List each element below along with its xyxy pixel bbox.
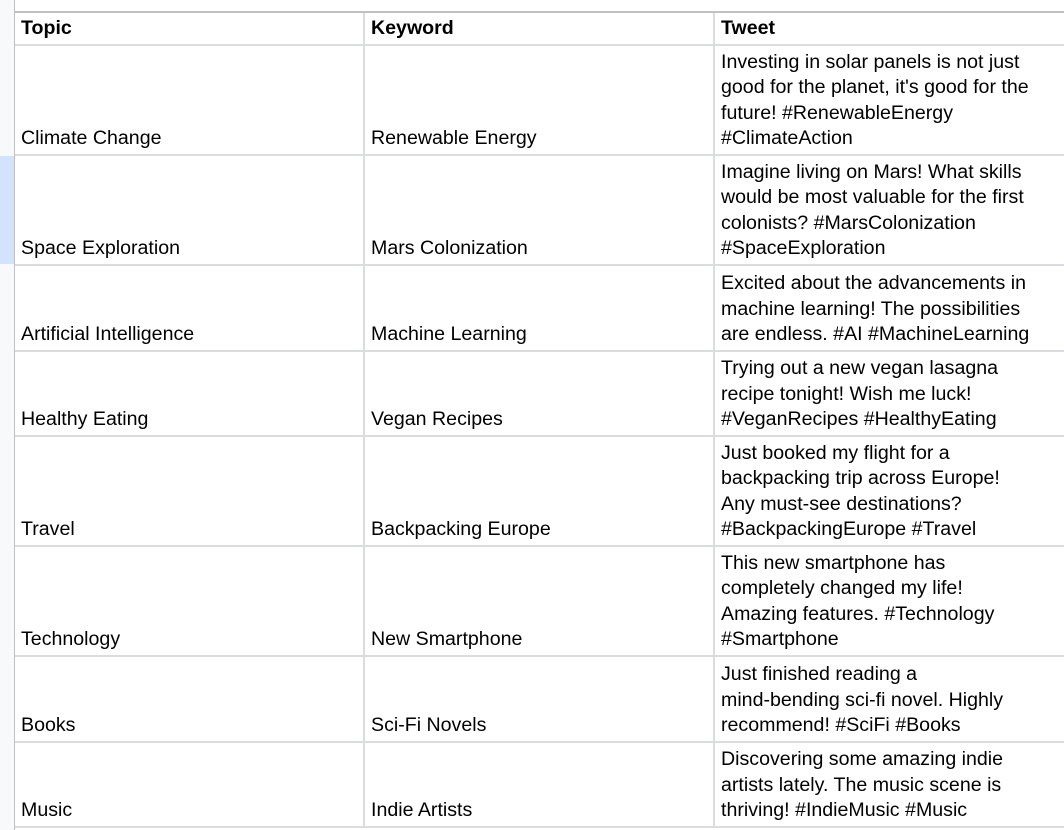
keyword-text: Sci-Fi Novels — [371, 714, 487, 737]
row-header-gutter[interactable] — [0, 0, 15, 830]
topic-text: Climate Change — [21, 127, 162, 150]
keyword-cell[interactable] — [365, 46, 715, 154]
topic-cell[interactable] — [15, 352, 365, 435]
header-tweet-label: Tweet — [721, 16, 776, 39]
topic-cell[interactable] — [15, 156, 365, 264]
keyword-text: Backpacking Europe — [371, 518, 551, 541]
table-row — [15, 743, 1064, 828]
keyword-text: Vegan Recipes — [371, 408, 503, 431]
keyword-cell[interactable] — [365, 266, 715, 350]
table-row — [15, 657, 1064, 743]
keyword-cell[interactable] — [365, 437, 715, 545]
topic-cell[interactable] — [15, 266, 365, 350]
header-keyword-label: Keyword — [371, 16, 454, 39]
header-topic-label: Topic — [21, 16, 72, 39]
keyword-cell[interactable] — [365, 547, 715, 655]
tweet-cell[interactable] — [715, 743, 1064, 826]
data-table — [15, 11, 1064, 828]
tweet-cell[interactable] — [715, 352, 1064, 435]
tweet-cell[interactable] — [715, 46, 1064, 154]
keyword-text: Indie Artists — [371, 799, 473, 822]
topic-text: Technology — [21, 628, 121, 651]
table-row — [15, 266, 1064, 352]
tweet-cell[interactable] — [715, 547, 1064, 655]
keyword-cell[interactable] — [365, 657, 715, 741]
tweet-text: Investing in solar panels is not just good for the planet, it's good for the future! #RenewableEnergy #ClimateAction — [721, 50, 1029, 150]
tweet-cell[interactable] — [715, 266, 1064, 350]
keyword-text: Renewable Energy — [371, 127, 537, 150]
tweet-cell[interactable] — [715, 657, 1064, 741]
table-row — [15, 352, 1064, 437]
tweet-text: Just booked my flight for a backpacking trip across Europe! Any must-see destinations? #BackpackingEurope #Travel — [721, 441, 1000, 541]
header-row — [15, 13, 1064, 46]
topic-text: Travel — [21, 518, 75, 541]
previous-row-sliver — [0, 0, 1064, 11]
topic-text: Artificial Intelligence — [21, 323, 195, 346]
tweet-text: This new smartphone has completely changed my life! Amazing features. #Technology #Smartphone — [721, 551, 995, 651]
topic-text: Healthy Eating — [21, 408, 149, 431]
topic-cell[interactable] — [15, 657, 365, 741]
tweet-text: Discovering some amazing indie artists lately. The music scene is thriving! #IndieMusic #Music — [721, 748, 1004, 822]
topic-cell[interactable] — [15, 46, 365, 154]
table-row — [15, 437, 1064, 547]
tweet-text: Imagine living on Mars! What skills would be most valuable for the first colonists? #MarsColonization #SpaceExploration — [721, 160, 1024, 260]
topic-cell[interactable] — [15, 547, 365, 655]
topic-text: Books — [21, 714, 76, 737]
keyword-text: Mars Colonization — [371, 237, 528, 260]
tweet-cell[interactable] — [715, 156, 1064, 264]
tweet-text: Trying out a new vegan lasagna recipe tonight! Wish me luck! #VeganRecipes #HealthyEating — [721, 357, 999, 431]
table-row — [15, 156, 1064, 266]
keyword-cell[interactable] — [365, 352, 715, 435]
topic-text: Space Exploration — [21, 237, 181, 260]
keyword-text: New Smartphone — [371, 628, 523, 651]
topic-cell[interactable] — [15, 743, 365, 826]
topic-cell[interactable] — [15, 437, 365, 545]
tweet-cell[interactable] — [715, 437, 1064, 545]
tweet-text: Excited about the advancements in machine learning! The possibilities are endless. #AI #MachineLearning — [721, 272, 1030, 346]
table-row — [15, 547, 1064, 657]
keyword-cell[interactable] — [365, 156, 715, 264]
keyword-cell[interactable] — [365, 743, 715, 826]
keyword-text: Machine Learning — [371, 323, 527, 346]
topic-text: Music — [21, 799, 73, 822]
header-cell-topic[interactable] — [15, 13, 365, 44]
tweet-text: Just finished reading a mind-bending sci-fi novel. Highly recommend! #SciFi #Books — [721, 663, 1004, 737]
table-row — [15, 46, 1064, 156]
header-cell-keyword[interactable] — [365, 13, 715, 44]
header-cell-tweet[interactable] — [715, 13, 1064, 44]
selected-row-indicator — [0, 156, 14, 264]
